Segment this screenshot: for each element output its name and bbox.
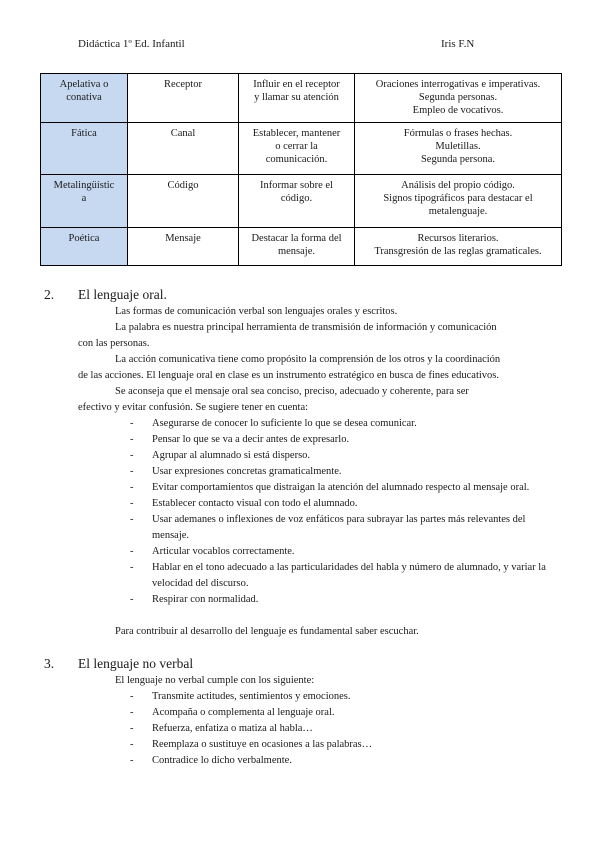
cell-features-line: Oraciones interrogativas e imperativas. bbox=[375, 79, 541, 90]
header-author: Iris F.N bbox=[441, 38, 475, 50]
list-item-text: Hablar en el tono adecuado a las particularidades del habla y número de alumnado, y variar la velocidad del discurso. bbox=[152, 562, 546, 589]
dash-bullet-icon: - bbox=[130, 546, 134, 557]
list-item-text: Respirar con normalidad. bbox=[152, 594, 259, 605]
dash-bullet-icon: - bbox=[130, 434, 134, 445]
dash-bullet-icon: - bbox=[130, 514, 134, 525]
list-item-text: Establecer contacto visual con todo el alumnado. bbox=[152, 498, 358, 509]
cell-purpose-line: mensaje. bbox=[277, 246, 316, 257]
s3-intro: El lenguaje no verbal cumple con los siguiente: bbox=[115, 675, 315, 686]
cell-element-text: Canal bbox=[170, 128, 196, 139]
cell-features-line: Fórmulas o frases hechas. bbox=[403, 128, 513, 139]
cell-element bbox=[128, 74, 239, 123]
list-item-text: Refuerza, enfatiza o matiza al habla… bbox=[152, 723, 313, 734]
cell-element-text: Código bbox=[167, 180, 199, 191]
s2-closing: Para contribuir al desarrollo del lenguaje es fundamental saber escuchar. bbox=[115, 626, 419, 637]
dash-bullet-icon: - bbox=[130, 466, 134, 477]
list-item bbox=[130, 480, 564, 496]
list-item-text: Contradice lo dicho verbalmente. bbox=[152, 755, 292, 766]
list-item bbox=[130, 721, 564, 737]
s2-paragraph-2b: con las personas. bbox=[78, 338, 150, 349]
list-item-text: Reemplaza o sustituye en ocasiones a las palabras… bbox=[152, 739, 373, 750]
list-item bbox=[130, 512, 564, 544]
list-item bbox=[130, 464, 564, 480]
list-item-text: Acompaña o complementa al lenguaje oral. bbox=[152, 707, 335, 718]
dash-bullet-icon: - bbox=[130, 594, 134, 605]
dash-bullet-icon: - bbox=[130, 482, 134, 493]
s2-paragraph-3b: de las acciones. El lenguaje oral en clase es un instrumento estratégico en busca de fines educativos. bbox=[78, 370, 500, 381]
dash-bullet-icon: - bbox=[130, 418, 134, 429]
cell-purpose-line: código. bbox=[280, 193, 313, 204]
cell-function bbox=[41, 123, 128, 175]
list-item-text: Articular vocablos correctamente. bbox=[152, 546, 295, 557]
cell-function bbox=[41, 74, 128, 123]
list-item bbox=[130, 560, 564, 592]
table-row bbox=[41, 175, 562, 228]
header-course: Didáctica 1º Ed. Infantil bbox=[78, 38, 185, 50]
s2-paragraph-4a: Se aconseja que el mensaje oral sea conciso, preciso, adecuado y coherente, para ser bbox=[115, 386, 469, 397]
section-2-title: El lenguaje oral. bbox=[78, 287, 167, 302]
cell-purpose bbox=[239, 175, 355, 228]
list-item bbox=[130, 448, 564, 464]
dash-bullet-icon: - bbox=[130, 498, 134, 509]
cell-features bbox=[355, 74, 562, 123]
table-row bbox=[41, 74, 562, 123]
list-item bbox=[130, 496, 564, 512]
cell-function bbox=[41, 228, 128, 266]
cell-purpose-line: Establecer, mantener bbox=[252, 128, 341, 139]
list-item-text: Agrupar al alumnado si está disperso. bbox=[152, 450, 311, 461]
cell-function-line: Fática bbox=[71, 128, 97, 139]
list-item-text: Usar ademanes o inflexiones de voz enfáticos para subrayar las partes más relevantes del mensaje. bbox=[152, 514, 526, 541]
cell-element-text: Mensaje bbox=[165, 233, 201, 244]
cell-element bbox=[128, 175, 239, 228]
cell-element bbox=[128, 228, 239, 266]
section-3-number: 3. bbox=[44, 656, 55, 671]
cell-purpose-line: o cerrar la bbox=[275, 141, 318, 152]
list-item-text: Pensar lo que se va a decir antes de expresarlo. bbox=[152, 434, 350, 445]
list-item bbox=[130, 753, 564, 769]
cell-purpose-line: Destacar la forma del bbox=[251, 233, 342, 244]
list-item-text: Asegurarse de conocer lo suficiente lo que se desea comunicar. bbox=[152, 418, 417, 429]
dash-bullet-icon: - bbox=[130, 562, 134, 573]
cell-function-line: Metalingüístic bbox=[53, 180, 115, 191]
cell-element-text: Receptor bbox=[164, 79, 202, 90]
cell-function-line: Apelativa o bbox=[59, 79, 109, 90]
section-2-number: 2. bbox=[44, 287, 55, 302]
oral-tips-list bbox=[130, 416, 564, 608]
cell-features-line: Muletillas. bbox=[435, 141, 481, 152]
list-item bbox=[130, 432, 564, 448]
cell-function-line: a bbox=[81, 193, 87, 204]
cell-features bbox=[355, 123, 562, 175]
cell-function-line: conativa bbox=[66, 92, 102, 103]
dash-bullet-icon: - bbox=[130, 450, 134, 461]
language-functions-table bbox=[40, 73, 562, 266]
list-item bbox=[130, 705, 564, 721]
dash-bullet-icon: - bbox=[130, 755, 134, 766]
s2-paragraph-3a: La acción comunicativa tiene como propósito la comprensión de los otros y la coordinación bbox=[115, 354, 501, 365]
dash-bullet-icon: - bbox=[130, 739, 134, 750]
cell-purpose bbox=[239, 228, 355, 266]
cell-features-line: Signos tipográficos para destacar el bbox=[383, 193, 533, 204]
list-item bbox=[130, 416, 564, 432]
dash-bullet-icon: - bbox=[130, 691, 134, 702]
dash-bullet-icon: - bbox=[130, 707, 134, 718]
nonverbal-list bbox=[130, 689, 564, 769]
cell-element bbox=[128, 123, 239, 175]
cell-purpose bbox=[239, 123, 355, 175]
list-item bbox=[130, 689, 564, 705]
cell-features-line: Transgresión de las reglas gramaticales. bbox=[374, 246, 542, 257]
list-item bbox=[130, 737, 564, 753]
dash-bullet-icon: - bbox=[130, 723, 134, 734]
section-3-title: El lenguaje no verbal bbox=[78, 656, 194, 671]
cell-purpose-line: Influir en el receptor bbox=[253, 79, 340, 90]
cell-purpose-line: Informar sobre el bbox=[260, 180, 333, 191]
cell-features-line: Segunda persona. bbox=[420, 154, 496, 165]
s2-paragraph-1: Las formas de comunicación verbal son lenguajes orales y escritos. bbox=[115, 306, 398, 317]
cell-features bbox=[355, 228, 562, 266]
table-row bbox=[41, 123, 562, 175]
list-item bbox=[130, 544, 564, 560]
s2-paragraph-4b: efectivo y evitar confusión. Se sugiere tener en cuenta: bbox=[78, 402, 309, 413]
cell-function-line: Poética bbox=[68, 233, 100, 244]
cell-features-line: metalenguaje. bbox=[428, 206, 488, 217]
list-item-text: Evitar comportamientos que distraigan la atención del alumnado respecto al mensaje oral. bbox=[152, 482, 530, 493]
cell-features-line: Análisis del propio código. bbox=[401, 180, 515, 191]
s2-paragraph-2a: La palabra es nuestra principal herramienta de transmisión de información y comunicación bbox=[115, 322, 497, 333]
cell-features-line: Recursos literarios. bbox=[417, 233, 499, 244]
cell-purpose bbox=[239, 74, 355, 123]
table-row bbox=[41, 228, 562, 266]
list-item bbox=[130, 592, 564, 608]
cell-function bbox=[41, 175, 128, 228]
cell-purpose-line: comunicación. bbox=[265, 154, 328, 165]
list-item-text: Transmite actitudes, sentimientos y emociones. bbox=[152, 691, 351, 702]
cell-features-line: Empleo de vocativos. bbox=[412, 105, 504, 116]
list-item-text: Usar expresiones concretas gramaticalmente. bbox=[152, 466, 342, 477]
cell-purpose-line: y llamar su atención bbox=[254, 92, 339, 103]
cell-features bbox=[355, 175, 562, 228]
cell-features-line: Segunda personas. bbox=[418, 92, 498, 103]
